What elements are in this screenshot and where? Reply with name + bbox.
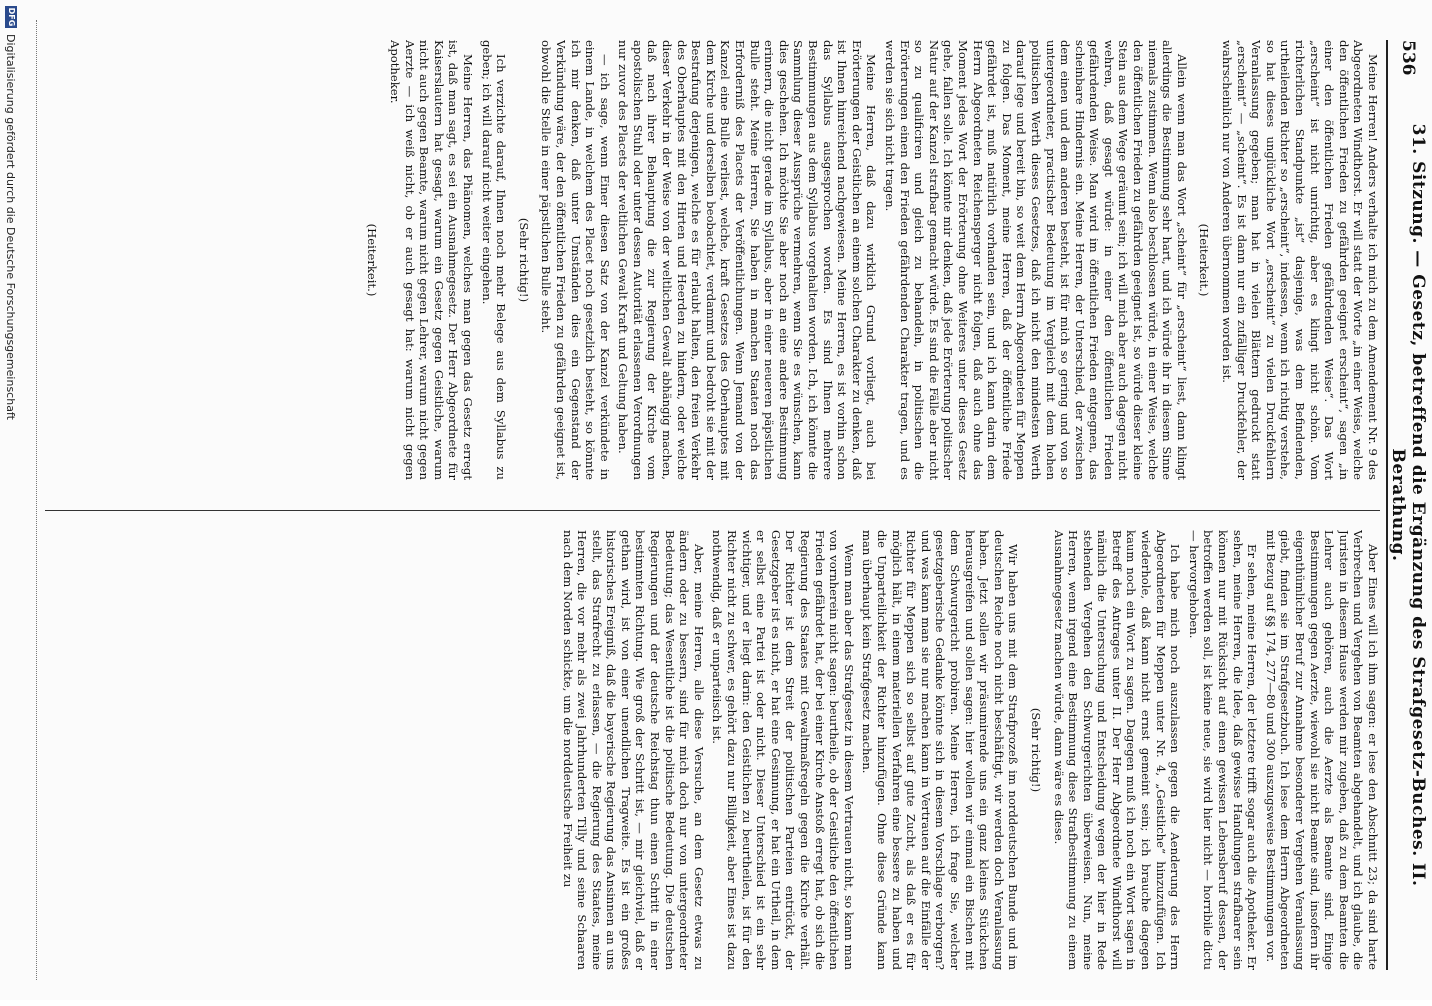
- left-column-paragraph: Meine Herren, daß dazu wirklich Grund vorliegt, auch bei Erörterungen der Geistlichen an einem solchen Charakter zu denken, daß ist Ihnen hinreichend nachgewiesen. Meine Herren, es ist vorhin schon das Syllabus ausgesprochen worden. Es sind Ihnen mehrere Bestimmungen aus dem Syllabus vorgehalten worden. Ich, ich könnte die Sammlung dieser Aussprüche vermehren, wenn Sie es wünschen, kann dies geschehen. Ich möchte Sie aber noch an eine andere Bestimmung erinnern, die nicht gerade im Syllabus, aber in einer neueren päpstlichen Bulle steht. Meine Herren, Sie haben in manchen Staaten noch das Erforderniß des Placets der Veröffentlichungen. Wenn Jemand von der Kanzel eine Bulle verliest, welche, kraft Gesetzes des Oberhauptes mit dem Kirche und derselben beobachtet, verdammt und bedroht sie mit der Bestrafung derjenigen, welche es für erlaubt halten, den freien Verkehr des Oberhauptes mit den Hirten und Heerden zu hindern, oder welche dieser Verkehr in der Weise von der weltlichen Gewalt abhängig machen, daß nach ihrer Behauptung die zur Regierung der Kirche vom apostolischen Stuhl oder unter dessen Autorität erlassenen Verordnungen nur zuvor des Placets der weltlichen Gewalt Kraft und Geltung haben.: [616, 40, 879, 480]
- left-column-paragraph: — ich sage, wenn Einer diesen Satz von der Kanzel verkündete in einem Lande, in welchem des Placet noch gesetzlich besteht, so könnte ich mir denken, daß unter Umständen dies ein Gegenstand der Verkündung wäre, der den öffentlichen Frieden zu gefährden geeignet ist, obwohl die Stelle in einer päpstlichen Bulle steht.: [539, 40, 612, 480]
- right-column-paragraph: Aber Eines will ich ihm sagen: er lese den Abschnitt 23; da sind harte Verbrechen und Vergehen von Beamten abgehandelt, und ich glaube, die Juristen in diesem Hause werden mir zugeben, daß zu dem Beamten die Lehrer auch gehören, auch die Aerzte als Beamte sind. Einige Bestimmungen gegen Aerzte, wiewohl sie nicht Beamte sind, insofern ihr eigenthümlicher Beruf zur Annahme besonderer Vergehen Veranlassung giebt, finden sie im Strafgesetzbuch. Ich lese dem Herrn Abgeordneten mit Bezug auf §§ 174, 277—80 und 300 auszugsweise Bestimmungen vor.: [1263, 530, 1380, 970]
- right-column-paragraph: Er sehen, meine Herren, der letztere trifft sogar auch die Apotheker. Er sehen, meine Herren, die Idee, daß gewisse Handlungen strafbarer sein können nur mit Rücksicht auf einen gewissen Lebensberuf dessen, der betroffen werden soll, ist keine neue, sie wird hier nicht — horribile dictu — hervorgehoben.: [1186, 530, 1260, 970]
- left-column-paragraph: Allein wenn man das Wort „scheint“ für „erscheint“ liest, dann klingt allerdings die Bestimmung sehr hart, und ich würde ihr in diesem Sinne niemals zustimmen. Wenn also beschlossen würde, in einer Weise, welche den öffentlichen Frieden zu gefährden geeignet ist, so würde dieser kleine Stein aus dem Wege geräumt sein; ich will mich aber auch dagegen nicht wehren, daß gesagt würde: in einer den öffentlichen Frieden gefährdenden Weise. Man wird im öffentlichen Frieden entgegnen, das scheinbare Hindernis ein. Meine Herren, der Unterschied, der zwischen dem einen und dem anderen besteht, ist für mich so gering und von so untergeordneter, practischer Bedeutung im Vergleich mit dem hohen politischen Werth dieses Gesetzes, daß ich nicht den mindesten Werth darauf lege und bereit bin, so weit dem Herrn Abgeordneten für Meppen zu folgen. Das Moment, meine Herren, daß der öffentliche Friede gefährdet ist, muß natürlich vorhanden sein, und ich kann darin dem Herrn Abgeordneten Reichensperger nicht folgen, daß auch ohne das Moment jedes Wort der Erörterung ohne Weiteres unter dieses Gesetz gehe, fallen solle. Ich könnte mir denken, daß jede Erörterung politischer Natur auf der Kanzel strafbar gemacht würde. Es sind die Fälle aber nicht so zu qualificiren und gleich zu behandeln, in politischen die Erörterungen einen den Frieden gefährdenden Charakter tragen, und es werden sie sich nicht tragen.: [883, 40, 1189, 480]
- page-title: 31. Sitzung. — Gesetz, betreffend die Ergänzung des Strafgesetz-Buches. II. Berathung.: [1388, 123, 1428, 887]
- left-column: [45, 40, 1380, 480]
- left-column-paragraph: (Heiterkeit.): [365, 223, 380, 297]
- right-column-paragraph: (Sehr richtig!): [1028, 707, 1043, 793]
- page-footer: [0, 0, 22, 1006]
- right-column-paragraph: Wir haben uns mit dem Strafprozeß im norddeutschen Bunde und im deutschen Reiche noch nicht beschäftigt, wir werden doch Veranlassung haben. Jetzt sollen wir präsumirende uns ein ganz kleines Stückchen herausgreifen und sollen sagen: hier wollen wir einmal ein Bischen mit dem Schwurgericht probiren. Meine Herren, ich frage Sie, welcher gesetzgeberische Gedanke könnte sich in diesem Vorschlage verborgen? und was kann man sie nur machen kann in Vertrauen auf die Einfälle der Richter für Meppen sich so selbst auf gute Zucht, als daß er es für möglich hält, in einem materiellen Verfahren eine bessere zu haben und die Unparteilichkeit der Richter hinzufügen. Ohne diese Gründe kann man überhaupt kein Strafgesetz machen.: [860, 530, 1021, 970]
- scan-edge-noise: [34, 20, 37, 980]
- column-divider: [45, 510, 1380, 511]
- page-header: [1386, 40, 1428, 970]
- left-column-paragraph: Meine Herren! Anders verhalte ich mich zu dem Amendement Nr. 9 des Abgeordneten Windthorst. Er will statt der Worte „in einer Weise, welche den öffentlichen Frieden zu gefährden geeignet erscheint“, sagen „in einer den öffentlichen Frieden gefährdenden Weise“. Das Wort „erscheint“ ist nicht unrichtig, aber es klingt nicht schön. Vom richterlichen Standpunkte „ist“ dasjenige, was dem Befindenden, urtheilenden Richter so „erscheint“, indessen, wenn ich richtig verstehe, so hat dieses unglückliche Wort „erscheint“ zu vielen Druckfehlern Veranlassung gegeben; man hat in vielen Blättern gedruckt statt „erscheint“ — „scheint“. Es ist dann nur ein zufälliger Druckfehler, der wahrscheinlich nur von Anderen übernommen worden ist.: [1220, 40, 1380, 480]
- left-column-paragraph: (Sehr richtig!): [516, 217, 531, 303]
- right-column-paragraph: Aber, meine Herren, alle diese Versuche, an dem Gesetz etwas zu ändern oder zu bessern, sind für mich doch nur von untergeordneter Bedeutung; das Wesentliche ist die politische Bedeutung. Die deutschen Regierungen und der deutsche Reichstag thun einen Schritt in einer bestimmten Richtung. Wie groß der Schritt ist, — mir gleichviel, daß er gethan wird, ist von einer unendlichen Tragweite. Es ist ein großes historisches Ereigniß, daß die bayerische Regierung das Ansinnen an uns stellt, das Strafrecht zu erlassen, — die Regierung des Staates, meine Herren, die vor mehr als zwei Jahrhunderten Tilly und seine Schaaren nach dem Norden schickte, um die norddeutsche Freiheit zu: [560, 530, 706, 970]
- right-column: [45, 530, 1380, 970]
- left-column-paragraph: (Heiterkeit.): [1197, 223, 1212, 297]
- right-column-paragraph: Ich habe mich noch auszulassen gegen die Aenderung des Herrn Abgeordneten für Meppen unter Nr. 4, „Geistliche“ hinzuzufügen. Ich wiederhole, daß kann nicht ernst gemeint sein; ich brauche dagegen kaum noch ein Wort zu sagen. Dagegen muß ich noch ein Wort sagen in Betreff des Antrages unter II. Der Herr Abgeordnete Windthorst will nämlich die Untersuchung und Entscheidung wegen der hier in Rede stehenden Vergehen den Schwurgerichten überweisen. Nun, meine Herren, wenn irgend eine Bestimmung diese Strafbestimmung zu einem Ausnahmegesetz machen würde, dann wäre es diese.: [1051, 530, 1183, 970]
- page-number: 536: [1398, 40, 1418, 76]
- dfg-logo-icon: DFG: [7, 7, 16, 27]
- funding-notice: Digitalisierung gefördert durch die Deutsche Forschungsgemeinschaft: [4, 34, 18, 420]
- left-column-paragraph: Meine Herren, das Phänomen, welches man gegen das Gesetz erregt ist, daß man sagt, es sei ein Ausnahmegesetz. Der Herr Abgeordnete für Kaiserslautern hat gesagt, warum ein Gesetz gegen Geistliche, warum nicht auch gegen Beamte, warum nicht gegen Lehrer, warum nicht gegen Aerzte — ich weiß nicht, ob er auch gesagt hat: warum nicht gegen Apotheker.: [388, 40, 475, 480]
- right-column-paragraph: Wenn man aber das Strafgesetz in diesem Vertrauen nicht, so kann man von vornherein nicht sagen: beurtheile, ob der Geistliche den öffentlichen Frieden gefährdet hat, der bei einer Kirche Anstoß erregt hat, ob sich die Regierung des Staates mit Gewaltmaßregeln gegen die Kirche verhält. Der Richter ist dem Streit der politischen Parteien entrückt, der Gesetzgeber ist es nicht, er hat eine Gesinnung, er hat ein Urtheil, in dem er selbst eine Partei ist oder nicht. Dieser Unterschied ist ein sehr wichtiger, und er liegt darin: den Geistlichen zu beurtheilen, ist für den Richter nicht zu schwer, es gehört dazu nur Billigkeit, aber Eines ist dazu nothwendig, daß er unparteiisch ist.: [710, 530, 856, 970]
- left-column-paragraph: Ich verzichte darauf, Ihnen noch mehr Belege aus dem Syllabus zu geben; ich will darauf nicht weiter eingehen.: [479, 40, 509, 480]
